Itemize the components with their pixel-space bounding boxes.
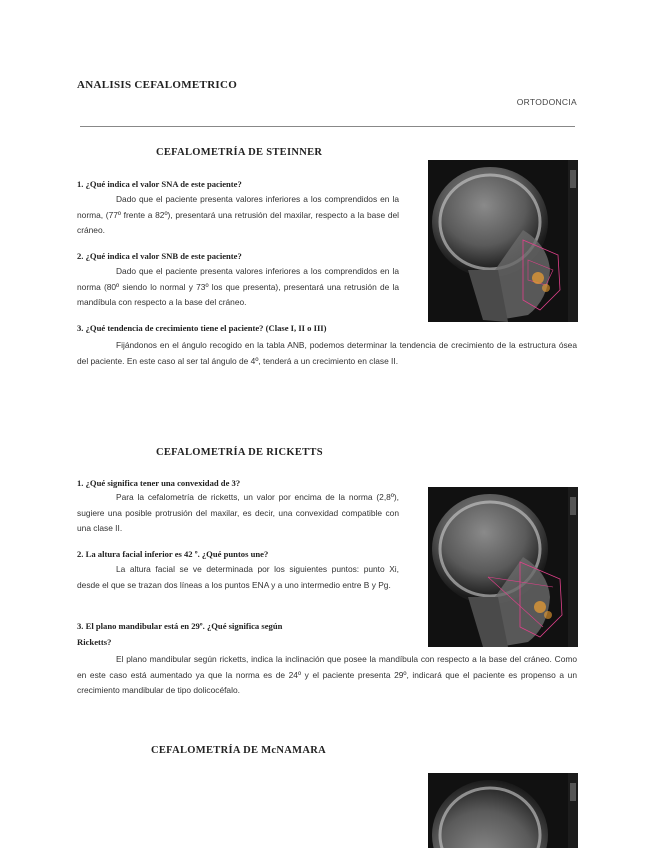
document-subtitle: ORTODONCIA: [516, 97, 577, 107]
document-title: ANALISIS CEFALOMETRICO: [77, 79, 238, 91]
ricketts-answer-1: Para la cefalometría de ricketts, un valor por encima de la norma (2,8º), sugiere una posible protrusión del maxilar, es decir, una convexidad compatible con una clase II.: [77, 492, 399, 533]
mcnamara-section-title: CEFALOMETRÍA DE McNAMARA: [151, 745, 326, 756]
cephalometric-xray-mcnamara: [428, 773, 578, 848]
steinner-answer-3: Fijándonos en el ángulo recogido en la tabla ANB, podemos determinar la tendencia de crecimiento de la estructura ósea del paciente. En este caso al ser tal ángulo de 4º, tenderá a un crecimiento en clase II.: [77, 340, 577, 366]
ricketts-question-3: 3. El plano mandibular está en 29º. ¿Qué significa según: [77, 621, 283, 631]
cephalometric-xray-ricketts: [428, 487, 578, 647]
steinner-question-2: 2. ¿Qué indica el valor SNB de este paciente?: [77, 251, 242, 261]
steinner-answer-1: Dado que el paciente presenta valores inferiores a los comprendidos en la norma, (77º frente a 82º), presentará una retrusión del maxilar, respecto a la base del cráneo.: [77, 194, 399, 235]
ricketts-question-3-cont: Ricketts?: [77, 637, 112, 647]
steinner-section-title: CEFALOMETRÍA DE STEINNER: [156, 147, 323, 158]
steinner-question-3: 3. ¿Qué tendencia de crecimiento tiene el paciente? (Clase I, II o III): [77, 323, 327, 333]
steinner-answer-2: Dado que el paciente presenta valores inferiores a los comprendidos en la norma (80º siendo lo normal y 73º los que presenta), presentará una retrusión de la mandíbula con respecto a la base del cráneo.: [77, 266, 399, 307]
steinner-question-1: 1. ¿Qué indica el valor SNA de este paciente?: [77, 179, 242, 189]
header-divider: [80, 126, 575, 127]
ricketts-answer-2: La altura facial se ve determinada por los siguientes puntos: punto Xi, desde el que se trazan dos líneas a los puntos ENA y a uno intermedio entre B y Pg.: [77, 564, 399, 590]
ricketts-question-2: 2. La altura facial inferior es 42 º. ¿Qué puntos une?: [77, 549, 269, 559]
cephalometric-xray-steinner: [428, 160, 578, 322]
ricketts-section-title: CEFALOMETRÍA DE RICKETTS: [156, 447, 323, 458]
ricketts-question-1: 1. ¿Qué significa tener una convexidad de 3?: [77, 478, 241, 488]
ricketts-answer-3: El plano mandibular según ricketts, indica la inclinación que posee la mandíbula con respecto a la base del cráneo. Como en este caso está aumentado ya que la norma es de 24º y el paciente presenta 29º, indicará que el paciente es propenso a un crecimiento mandibular de tipo dolicocéfalo.: [77, 654, 577, 695]
